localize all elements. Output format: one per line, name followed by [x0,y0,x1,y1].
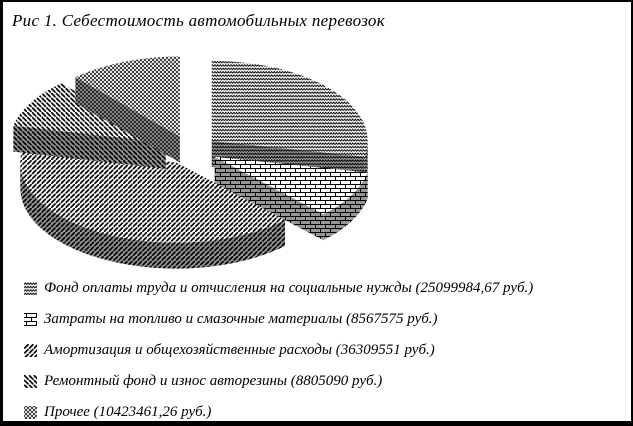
legend-swatch-zigzag-icon [24,282,37,295]
legend-swatch-diamond-icon [24,406,37,419]
pie-chart [3,40,633,280]
legend-item [24,397,625,426]
legend-item-label: Прочее (10423461,26 руб.) [44,404,212,420]
legend-item-label: Фонд оплаты труда и отчисления на социальные нужды (25099984,67 руб.) [44,280,534,296]
legend-item-label: Ремонтный фонд и износ авторезины (8805090 руб.) [44,373,383,389]
legend-item-label: Затраты на топливо и смазочные материалы (8567575 руб.) [44,311,438,327]
legend-item-label: Амортизация и общехозяйственные расходы (36309551 руб.) [44,342,435,358]
legend-swatch-diag-back-icon [24,375,37,388]
legend-item [24,304,625,335]
legend-swatch-brick-icon [24,313,37,326]
legend-item [24,335,625,366]
legend-item [24,273,625,304]
legend-item [24,366,625,397]
pie-chart-area [3,40,633,280]
figure-caption: Рис 1. Себестоимость автомобильных перевозок [12,11,385,30]
legend-swatch-diag-forward-icon [24,344,37,357]
legend [24,273,625,426]
